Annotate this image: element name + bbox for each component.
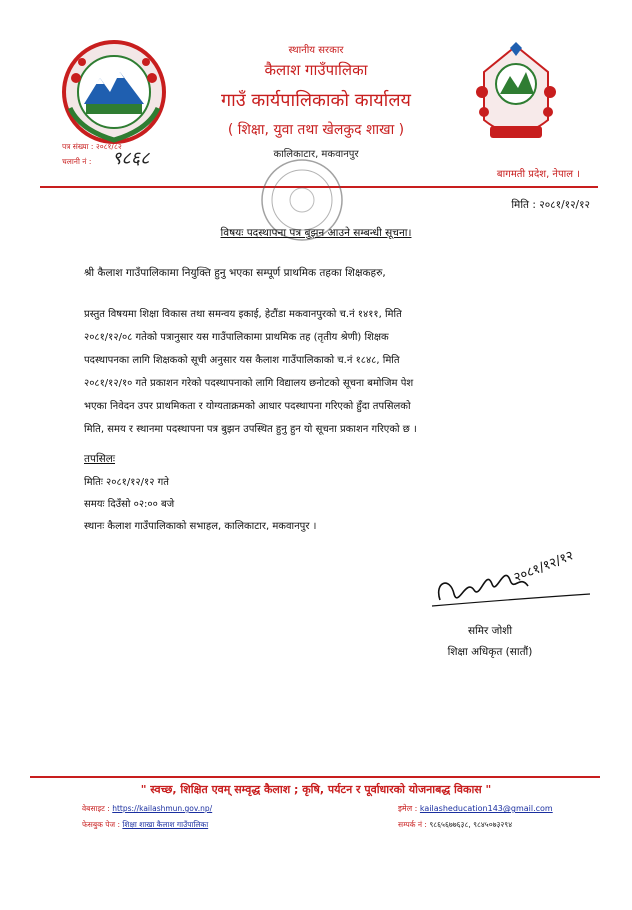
letterhead-local-govt: स्थानीय सरकार — [288, 45, 344, 56]
facebook-label: फेसबुक पेज : — [82, 820, 121, 829]
letter-salutation: श्री कैलाश गाउँपालिकामा नियुक्ति हुनु भएका सम्पूर्ण प्राथमिक तहका शिक्षकहरु, — [84, 267, 386, 279]
footer-email — [398, 803, 553, 814]
website-link[interactable]: https://kailashmun.gov.np/ — [112, 804, 213, 813]
phone-number: ९८६५६७७६३८, ९८४५०७३२९४ — [429, 820, 513, 829]
province-label: बागमती प्रदेश, नेपाल । — [496, 169, 580, 180]
ref-chalani-label: चलानी नं : — [62, 157, 92, 166]
body-line: भएका निवेदन उपर प्राथमिकता र योग्यताक्रमको आधार पदस्थापना गरिएको हुँदा तपसिलको — [84, 401, 411, 412]
tapasil-time: समयः दिउँसो ०२:०० बजे — [84, 499, 175, 510]
footer-website — [82, 804, 212, 814]
letterhead-section: ( शिक्षा, युवा तथा खेलकुद शाखा ) — [227, 122, 405, 138]
footer-phone — [398, 820, 512, 830]
ref-patra-sankhya: पत्र संख्या : २०८१/८२ — [62, 142, 122, 151]
letter-subject — [0, 226, 632, 240]
letter-date: मिति : २०८१/१२/१२ — [511, 199, 590, 211]
footer-facebook — [82, 820, 208, 830]
body-line: मिति, समय र स्थानमा पदस्थापना पत्र बुझन उपस्थित हुनु हुन यो सूचना प्रकाशन गरिएको छ । — [84, 424, 417, 435]
website-label: वेबसाइट : — [82, 804, 110, 813]
letter-subject-text: विषयः पदस्थापना पत्र बुझन आउने सम्बन्धी सूचना। — [220, 227, 412, 239]
footer-slogan: " स्वच्छ, शिक्षित एवम् सम्वृद्ध कैलाश ; कृषि, पर्यटन र पूर्वाधारको योजनाबद्ध विकास " — [140, 783, 492, 796]
letterhead-office-name: गाउँ कार्यपालिकाको कार्यालय — [221, 90, 411, 111]
email-link[interactable]: kailasheducation143@gmail.com — [419, 804, 553, 813]
footer-divider — [30, 776, 600, 778]
email-label: इमेल : — [398, 804, 418, 813]
letterhead-municipality-name: कैलाश गाउँपालिका — [264, 61, 368, 79]
body-line: पदस्थापनका लागि शिक्षकको सूची अनुसार यस कैलाश गाउँपालिकाको च.नं १८४८, मिति — [84, 355, 400, 366]
body-line: प्रस्तुत विषयमा शिक्षा विकास तथा समन्वय इकाई, हेटौंडा मकवानपुरको च.नं १४११, मिति — [84, 309, 402, 320]
signature-icon — [420, 538, 610, 618]
facebook-link[interactable]: शिक्षा शाखा कैलाश गाउँपालिका — [122, 820, 209, 829]
phone-label: सम्पर्क नं : — [398, 820, 427, 829]
body-line: २०८१/१२/१० गते प्रकाशन गरेको पदस्थापनाको लागि विद्यालय छनोटको सूचना बमोजिम पेश — [84, 378, 414, 389]
tapasil-date: मितिः २०८१/१२/१२ गते — [84, 477, 169, 488]
signer-title: शिक्षा अधिकृत (सातौं) — [447, 646, 533, 658]
body-line: २०८१/१२/०८ गतेको पत्रानुसार यस गाउँपालिकामा प्राथमिक तह (तृतीय श्रेणी) शिक्षक — [84, 332, 389, 343]
tapasil-venue: स्थानः कैलाश गाउँपालिकाको सभाहल, कालिकाटार, मकवानपुर । — [84, 521, 317, 532]
letterhead-address: कालिकाटार, मकवानपुर — [273, 149, 359, 160]
ref-chalani-number: ९८६८ — [112, 148, 150, 169]
tapasil-heading: तपसिलः — [84, 453, 116, 465]
signature-date: २०८१/१२/१२ — [511, 548, 576, 586]
signer-name: समिर जोशी — [467, 625, 513, 637]
